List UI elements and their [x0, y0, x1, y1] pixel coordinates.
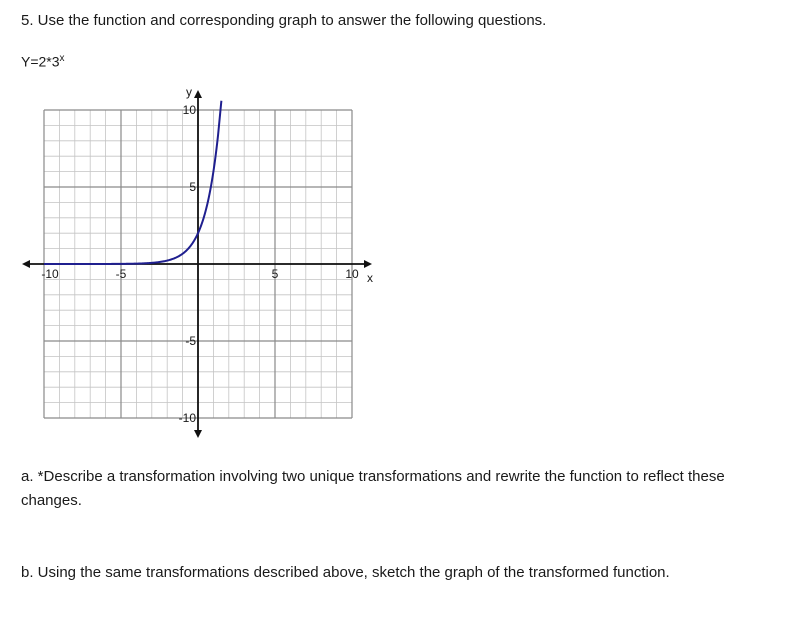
x-tick-label: 10 — [345, 267, 359, 281]
x-tick-label: -10 — [41, 267, 59, 281]
function-base: Y=2*3 — [21, 53, 60, 70]
tick-labels — [41, 85, 373, 425]
x-axis-label: x — [367, 271, 373, 285]
question-part-a: a. *Describe a transformation involving two unique transformations and rewrite the function to reflect these changes. — [21, 468, 725, 509]
function-exponent: x — [59, 53, 65, 64]
y-tick-label: 5 — [189, 180, 196, 194]
x-tick-label: 5 — [271, 267, 279, 281]
x-axis-left-arrow — [22, 260, 30, 268]
y-axis-down-arrow — [194, 430, 202, 438]
x-tick-label: -5 — [115, 267, 127, 281]
y-tick-label: -10 — [178, 411, 196, 425]
y-tick-label: -5 — [185, 334, 196, 348]
question-part-b: b. Using the same transformations described above, sketch the graph of the transformed function. — [21, 564, 670, 581]
y-axis-label: y — [186, 85, 192, 99]
x-axis-right-arrow — [364, 260, 372, 268]
y-tick-label: 10 — [182, 103, 196, 117]
question-title: 5. Use the function and corresponding graph to answer the following questions. — [21, 12, 547, 29]
y-axis-up-arrow — [194, 90, 202, 98]
